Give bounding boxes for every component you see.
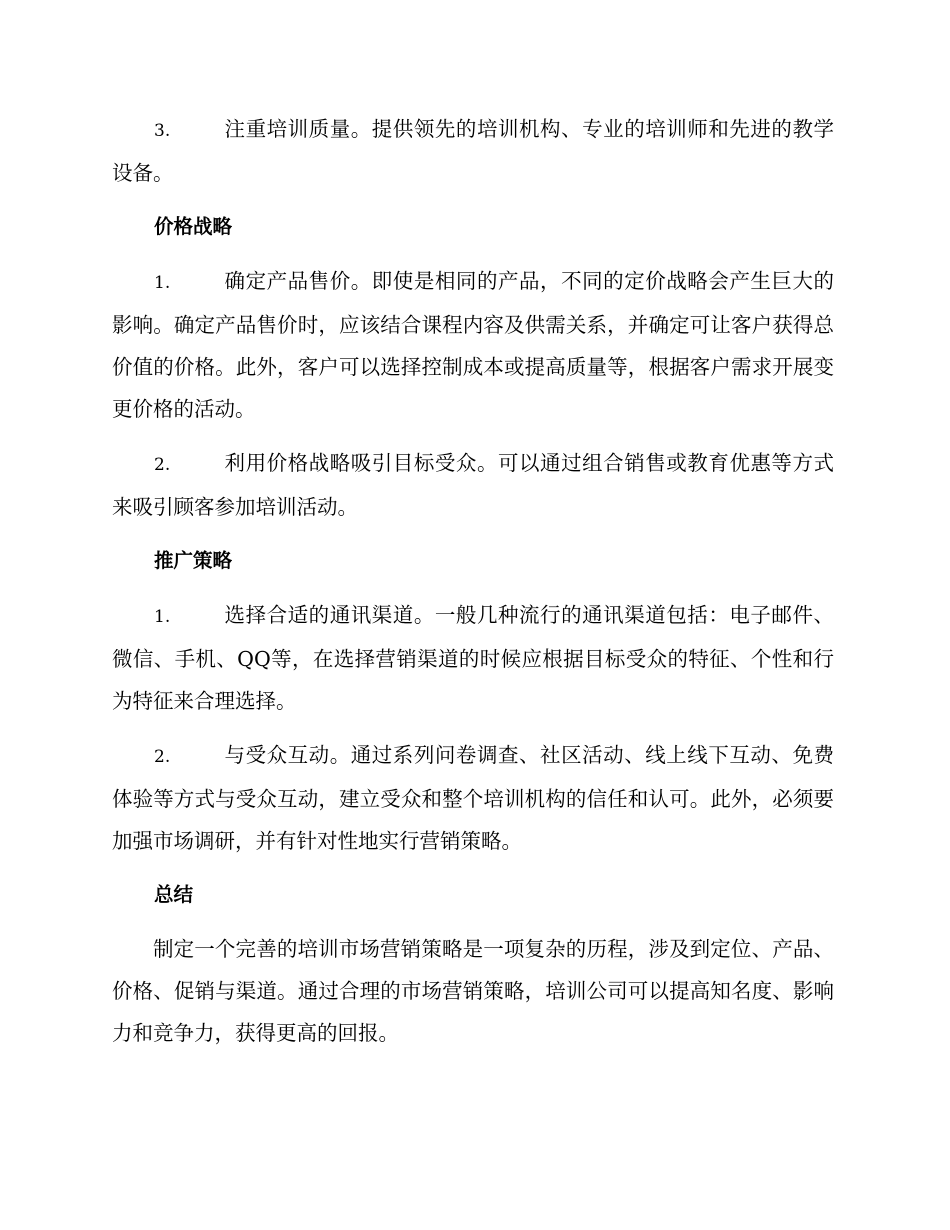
document-body [112,108,834,1054]
list-item-attract-audience [112,442,834,528]
list-number: 1. [154,273,171,293]
section-heading-pricing: 价格战略 [154,215,233,238]
list-number: 1. [154,607,171,627]
list-item-text: 确定产品售价。即使是相同的产品，不同的定价战略会产生巨大的影响。确定产品售价时，应该结合课程内容及供需关系，并确定可让客户获得总价值的价格。此外，客户可以选择控制成本或提高质量等，根据客户需求开展变更价格的活动。 [112,269,834,421]
list-number: 2. [154,455,171,475]
list-item-set-price [112,260,834,430]
list-item-text: 选择合适的通讯渠道。一般几种流行的通讯渠道包括：电子邮件、微信、手机、QQ等，在选择营销渠道的时候应根据目标受众的特征、个性和行为特征来合理选择。 [112,603,834,713]
list-item-text: 注重培训质量。提供领先的培训机构、专业的培训师和先进的教学设备。 [112,117,834,185]
list-item-interaction [112,734,834,862]
section-heading-summary: 总结 [154,883,194,906]
list-item-channels [112,594,834,722]
section-heading-promotion: 推广策略 [154,549,233,572]
list-number: 2. [154,747,171,767]
summary-paragraph: 制定一个完善的培训市场营销策略是一项复杂的历程，涉及到定位、产品、价格、促销与渠道。通过合理的市场营销策略，培训公司可以提高知名度、影响力和竞争力，获得更高的回报。 [112,937,834,1045]
list-item-training-quality [112,108,834,194]
list-item-text: 利用价格战略吸引目标受众。可以通过组合销售或教育优惠等方式来吸引顾客参加培训活动。 [112,451,834,519]
list-number: 3. [154,121,171,141]
list-item-text: 与受众互动。通过系列问卷调查、社区活动、线上线下互动、免费体验等方式与受众互动，建立受众和整个培训机构的信任和认可。此外，必须要加强市场调研，并有针对性地实行营销策略。 [112,743,834,853]
